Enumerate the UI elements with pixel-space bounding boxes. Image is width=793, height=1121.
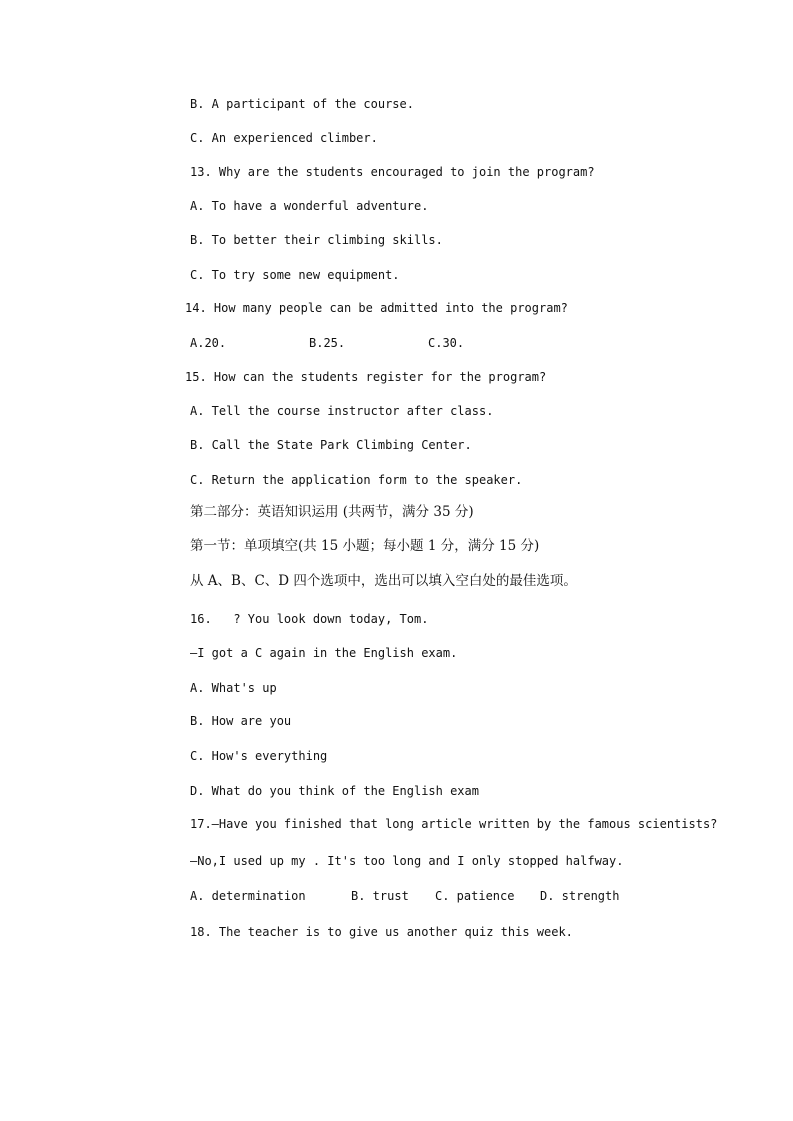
question-15: 15. How can the students register for the program? [185,370,547,384]
question-13: 13. Why are the students encouraged to join the program? [190,165,595,179]
section-instructions: 从 A、B、C、D 四个选项中，选出可以填入空白处的最佳选项。 [190,573,577,589]
q14-option-a: A.20. [190,336,227,350]
question-17: 17.—Have you finished that long article written by the famous scientists? [190,817,718,831]
q14-option-b: B.25. [309,336,346,350]
q15-option-b: B. Call the State Park Climbing Center. [190,438,472,452]
question-16: 16. ? You look down today, Tom. [190,612,429,626]
q13-option-a: A. To have a wonderful adventure. [190,199,429,213]
q13-option-b: B. To better their climbing skills. [190,233,443,247]
question-14: 14. How many people can be admitted into the program? [185,301,568,315]
section-heading-part-two: 第二部分：英语知识运用 (共两节，满分 35 分) [190,504,474,520]
q16-dialogue-reply: —I got a C again in the English exam. [190,646,458,660]
q16-option-d: D. What do you think of the English exam [190,784,479,798]
q12-option-b: B. A participant of the course. [190,97,414,111]
q15-option-a: A. Tell the course instructor after class. [190,404,494,418]
q17-option-b: B. trust [351,889,409,903]
q16-option-a: A. What's up [190,681,277,695]
q12-option-c: C. An experienced climber. [190,131,378,145]
q15-option-c: C. Return the application form to the speaker. [190,473,523,487]
q17-option-a: A. determination [190,889,306,903]
question-18: 18. The teacher is to give us another quiz this week. [190,925,573,939]
q13-option-c: C. To try some new equipment. [190,268,400,282]
q14-option-c: C.30. [428,336,465,350]
q17-option-d: D. strength [540,889,620,903]
section-heading-single-choice: 第一节：单项填空(共 15 小题；每小题 1 分，满分 15 分) [190,538,540,554]
q16-option-c: C. How's everything [190,749,328,763]
q17-dialogue-reply: —No,I used up my . It's too long and I only stopped halfway. [190,854,624,868]
q16-option-b: B. How are you [190,714,292,728]
q17-option-c: C. patience [435,889,515,903]
